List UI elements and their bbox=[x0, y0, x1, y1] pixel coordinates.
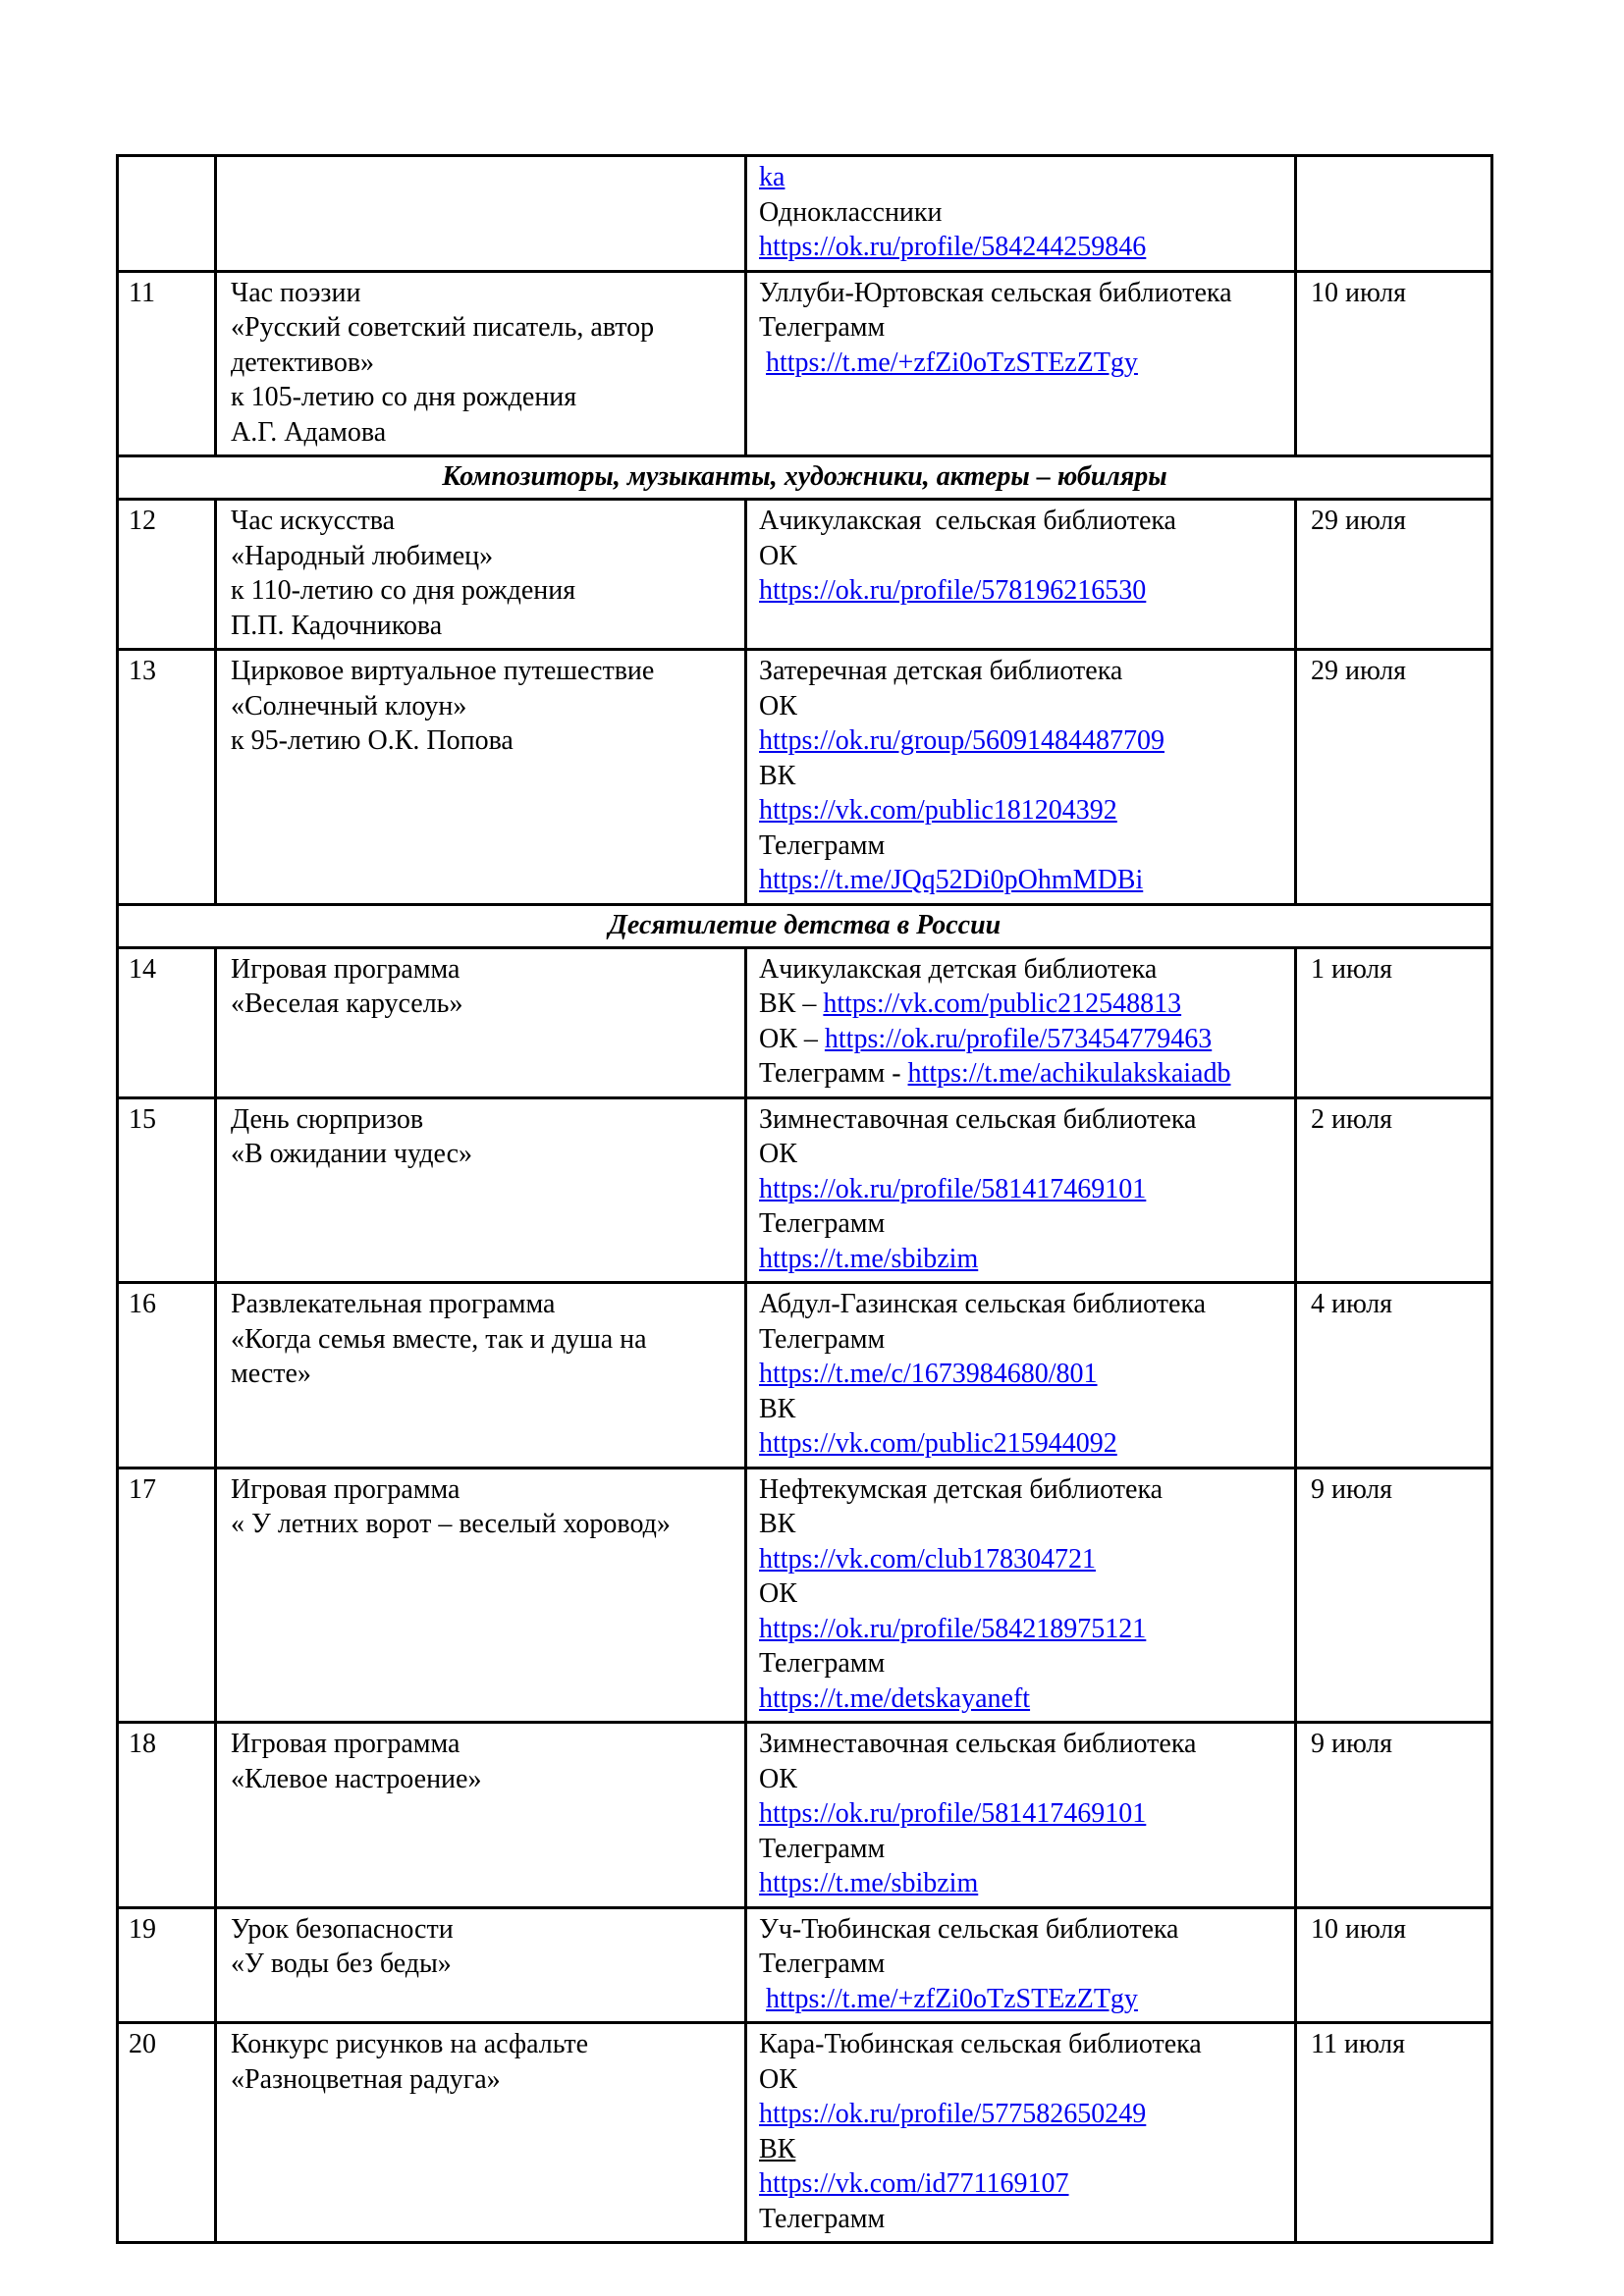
event-date: 29 июля bbox=[1311, 656, 1407, 686]
media-text-line bbox=[759, 1472, 1288, 1508]
events-table bbox=[116, 154, 1493, 2244]
media-text-line bbox=[759, 1056, 1288, 1092]
section-row bbox=[118, 904, 1492, 947]
event-text-line: « У летних ворот – веселый хоровод» bbox=[231, 1509, 671, 1539]
media-cell bbox=[746, 947, 1296, 1097]
table-row bbox=[118, 947, 1492, 1097]
media-label: Нефтекумская детская библиотека bbox=[759, 1473, 1164, 1505]
media-text-line bbox=[759, 1426, 1288, 1462]
media-text-line bbox=[759, 1762, 1288, 1797]
media-text-line bbox=[759, 1542, 1288, 1577]
date-cell bbox=[1296, 1907, 1492, 2023]
row-number-cell bbox=[118, 1097, 216, 1283]
table-row bbox=[118, 1097, 1492, 1283]
date-cell bbox=[1296, 1097, 1492, 1283]
media-text-line bbox=[759, 1322, 1288, 1358]
date-cell bbox=[1296, 2023, 1492, 2243]
event-text-line: «Веселая карусель» bbox=[231, 988, 463, 1019]
event-cell bbox=[216, 650, 746, 905]
section-row bbox=[118, 456, 1492, 500]
hyperlink[interactable]: https://vk.com/public215944092 bbox=[759, 1428, 1117, 1459]
media-label: Телеграмм bbox=[759, 312, 886, 343]
section-header: Композиторы, музыканты, художники, актеры – юбиляры bbox=[118, 456, 1492, 500]
hyperlink[interactable]: https://t.me/sbibzim bbox=[759, 1243, 979, 1274]
media-label: Телеграмм bbox=[759, 1323, 886, 1355]
row-number-cell bbox=[118, 271, 216, 456]
media-text-line bbox=[759, 195, 1288, 231]
event-date: 10 июля bbox=[1311, 1913, 1407, 1945]
date-cell bbox=[1296, 1723, 1492, 1908]
media-text-line bbox=[759, 1287, 1288, 1322]
event-cell bbox=[216, 1283, 746, 1468]
row-number-cell bbox=[118, 650, 216, 905]
media-text-line bbox=[759, 2166, 1288, 2202]
table-row bbox=[118, 1283, 1492, 1468]
row-number: 15 bbox=[129, 1103, 156, 1135]
row-number-cell bbox=[118, 947, 216, 1097]
media-text-line bbox=[759, 2132, 1288, 2167]
hyperlink[interactable]: https://ok.ru/profile/578196216530 bbox=[759, 575, 1147, 606]
media-text-line bbox=[759, 1022, 1288, 1057]
date-cell bbox=[1296, 947, 1492, 1097]
media-text-line bbox=[759, 230, 1288, 265]
event-text-line: к 110-летию со дня рождения bbox=[231, 575, 576, 606]
media-text-line bbox=[759, 1947, 1288, 1982]
media-text-line bbox=[759, 2097, 1288, 2132]
event-date: 9 июля bbox=[1311, 1473, 1393, 1505]
event-text-line: Урок безопасности bbox=[231, 1913, 454, 1945]
row-number-cell bbox=[118, 156, 216, 272]
media-cell bbox=[746, 1907, 1296, 2023]
row-number: 20 bbox=[129, 2029, 156, 2059]
event-text-line: к 105-летию со дня рождения bbox=[231, 382, 577, 412]
media-cell bbox=[746, 650, 1296, 905]
hyperlink[interactable]: https://t.me/detskayaneft bbox=[759, 1682, 1031, 1714]
hyperlink[interactable]: https://vk.com/public181204392 bbox=[759, 795, 1117, 826]
row-number: 11 bbox=[129, 277, 155, 308]
hyperlink[interactable]: https://t.me/c/1673984680/801 bbox=[759, 1359, 1098, 1389]
row-number-cell bbox=[118, 1283, 216, 1468]
media-label: Телеграмм bbox=[759, 1648, 886, 1679]
media-cell bbox=[746, 2023, 1296, 2243]
media-label: Телеграмм bbox=[759, 1833, 886, 1864]
media-label: ВК bbox=[759, 1509, 796, 1539]
media-cell bbox=[746, 1097, 1296, 1283]
media-text-line bbox=[759, 759, 1288, 794]
table-row bbox=[118, 650, 1492, 905]
media-text-line bbox=[759, 1507, 1288, 1542]
media-label: ОК bbox=[759, 1763, 797, 1794]
media-label: Телеграмм bbox=[759, 1208, 886, 1239]
event-text-line: Игровая программа bbox=[231, 1729, 460, 1759]
event-date: 9 июля bbox=[1311, 1729, 1393, 1759]
row-number-cell bbox=[118, 1907, 216, 2023]
table-row bbox=[118, 156, 1492, 272]
event-text-line: «У воды без беды» bbox=[231, 1949, 452, 1979]
hyperlink[interactable]: https://t.me/sbibzim bbox=[759, 1868, 979, 1898]
row-number-cell bbox=[118, 1723, 216, 1908]
media-cell bbox=[746, 1283, 1296, 1468]
event-cell bbox=[216, 947, 746, 1097]
media-text-line bbox=[759, 1832, 1288, 1867]
media-label: ОК bbox=[759, 1578, 797, 1609]
event-text-line: «Солнечный клоун» bbox=[231, 690, 467, 721]
media-text-line bbox=[759, 346, 1288, 381]
table-row bbox=[118, 1907, 1492, 2023]
event-cell bbox=[216, 271, 746, 456]
hyperlink[interactable]: https://t.me/+zfZi0oTzSTEzZTgy bbox=[766, 1983, 1138, 2014]
media-text-line bbox=[759, 1682, 1288, 1717]
row-number-cell bbox=[118, 2023, 216, 2243]
media-text-line bbox=[759, 1206, 1288, 1242]
event-text-line: месте» bbox=[231, 1359, 311, 1389]
media-label: Уллуби-Юртовская сельская библиотека bbox=[759, 277, 1232, 308]
hyperlink[interactable]: https://ok.ru/profile/584218975121 bbox=[759, 1613, 1147, 1644]
media-cell bbox=[746, 271, 1296, 456]
media-text-line bbox=[759, 2027, 1288, 2062]
media-text-line bbox=[759, 1727, 1288, 1762]
hyperlink[interactable]: https://vk.com/club178304721 bbox=[759, 1543, 1096, 1575]
row-number: 12 bbox=[129, 506, 156, 536]
date-cell bbox=[1296, 1468, 1492, 1723]
media-label: ОК bbox=[759, 540, 797, 571]
event-date: 10 июля bbox=[1311, 277, 1407, 308]
hyperlink[interactable]: https://t.me/+zfZi0oTzSTEzZTgy bbox=[766, 347, 1138, 378]
date-cell bbox=[1296, 1283, 1492, 1468]
row-number: 18 bbox=[129, 1729, 156, 1759]
event-text-line: «В ожидании чудес» bbox=[231, 1139, 473, 1169]
event-text-line: Игровая программа bbox=[231, 953, 460, 985]
date-cell bbox=[1296, 500, 1492, 650]
media-text-line bbox=[759, 573, 1288, 609]
event-date: 1 июля bbox=[1311, 953, 1393, 985]
hyperlink[interactable]: https://t.me/JQq52Di0pOhmMDBi bbox=[759, 865, 1144, 895]
event-cell bbox=[216, 500, 746, 650]
event-text-line: Развлекательная программа bbox=[231, 1289, 556, 1319]
media-text-line bbox=[759, 1912, 1288, 1948]
event-date: 4 июля bbox=[1311, 1289, 1393, 1319]
media-label bbox=[759, 347, 766, 378]
table-row bbox=[118, 2023, 1492, 2243]
event-cell bbox=[216, 1468, 746, 1723]
media-label: ВК bbox=[759, 760, 796, 791]
date-cell bbox=[1296, 650, 1492, 905]
section-header: Десятилетие детства в России bbox=[118, 904, 1492, 947]
media-text-line bbox=[759, 539, 1288, 574]
media-label: Уч-Тюбинская сельская библиотека bbox=[759, 1913, 1179, 1945]
media-label: ОК bbox=[759, 2063, 797, 2095]
event-text-line: Цирковое виртуальное путешествие bbox=[231, 656, 655, 686]
event-text-line: «Когда семья вместе, так и душа на bbox=[231, 1323, 647, 1355]
date-cell bbox=[1296, 156, 1492, 272]
media-text-line bbox=[759, 723, 1288, 759]
media-label: Телеграмм bbox=[759, 1949, 886, 1979]
event-cell bbox=[216, 2023, 746, 2243]
media-text-line bbox=[759, 1982, 1288, 2017]
media-text-line bbox=[759, 987, 1288, 1022]
event-text-line: «Клевое настроение» bbox=[231, 1763, 482, 1794]
media-text-line bbox=[759, 1172, 1288, 1207]
event-text-line: День сюрпризов bbox=[231, 1103, 424, 1135]
media-label: ВК bbox=[759, 1393, 796, 1424]
media-label: Зимнеставочная сельская библиотека bbox=[759, 1103, 1197, 1135]
media-text-line bbox=[759, 2062, 1288, 2098]
hyperlink[interactable]: https://ok.ru/group/56091484487709 bbox=[759, 725, 1164, 756]
table-row bbox=[118, 500, 1492, 650]
event-text-line: Игровая программа bbox=[231, 1473, 460, 1505]
row-number-cell bbox=[118, 1468, 216, 1723]
row-number-cell bbox=[118, 500, 216, 650]
event-text-line: А.Г. Адамова bbox=[231, 416, 387, 448]
underlined-label: ВК bbox=[759, 2133, 796, 2164]
media-text-line bbox=[759, 310, 1288, 346]
event-text-line: «Народный любимец» bbox=[231, 540, 494, 571]
event-text-line: детективов» bbox=[231, 347, 375, 378]
media-label: Затеречная детская библиотека bbox=[759, 656, 1123, 686]
event-date: 29 июля bbox=[1311, 506, 1407, 536]
media-label: ОК bbox=[759, 690, 797, 721]
table-row bbox=[118, 1468, 1492, 1723]
media-text-line bbox=[759, 1646, 1288, 1682]
media-label: Одноклассники bbox=[759, 196, 943, 228]
row-number: 19 bbox=[129, 1913, 156, 1945]
media-text-line bbox=[759, 1392, 1288, 1427]
media-label bbox=[759, 1984, 766, 2014]
event-text-line: П.П. Кадочникова bbox=[231, 610, 443, 641]
event-text-line: к 95-летию О.К. Попова bbox=[231, 725, 514, 756]
media-text-line bbox=[759, 1576, 1288, 1612]
event-text-line: Час искусства bbox=[231, 506, 396, 536]
hyperlink[interactable]: https://ok.ru/profile/581417469101 bbox=[759, 1173, 1147, 1204]
event-text-line: «Русский советский писатель, автор bbox=[231, 312, 655, 343]
media-text-line bbox=[759, 793, 1288, 828]
hyperlink[interactable]: ka bbox=[759, 162, 785, 192]
event-cell bbox=[216, 1097, 746, 1283]
media-text-line bbox=[759, 1137, 1288, 1172]
media-text-line bbox=[759, 1866, 1288, 1901]
media-label: Телеграмм bbox=[759, 829, 886, 861]
event-text-line: «Разноцветная радуга» bbox=[231, 2063, 501, 2095]
media-text-line bbox=[759, 952, 1288, 988]
hyperlink[interactable]: https://t.me/achikulakskaiadb bbox=[907, 1058, 1231, 1089]
media-label: Ачикулакская детская библиотека bbox=[759, 953, 1158, 985]
hyperlink[interactable]: https://ok.ru/profile/577582650249 bbox=[759, 2099, 1147, 2129]
date-cell bbox=[1296, 271, 1492, 456]
media-text-line bbox=[759, 276, 1288, 311]
media-cell bbox=[746, 156, 1296, 272]
media-text-line bbox=[759, 828, 1288, 864]
media-text-line bbox=[759, 1102, 1288, 1138]
hyperlink[interactable]: https://ok.ru/profile/573454779463 bbox=[824, 1023, 1213, 1054]
media-cell bbox=[746, 1468, 1296, 1723]
media-label: Абдул-Газинская сельская библиотека bbox=[759, 1289, 1207, 1319]
event-cell bbox=[216, 1907, 746, 2023]
media-label: Кара-Тюбинская сельская библиотека bbox=[759, 2029, 1202, 2059]
table-row bbox=[118, 1723, 1492, 1908]
media-label: Телеграмм - bbox=[759, 1058, 908, 1089]
table-row bbox=[118, 271, 1492, 456]
event-date: 2 июля bbox=[1311, 1103, 1393, 1135]
event-text-line: Конкурс рисунков на асфальте bbox=[231, 2029, 589, 2059]
row-number: 17 bbox=[129, 1473, 156, 1505]
media-label: ВК – bbox=[759, 988, 824, 1019]
hyperlink[interactable]: https://vk.com/public212548813 bbox=[823, 988, 1182, 1019]
media-label: Телеграмм bbox=[759, 2203, 886, 2234]
media-text-line bbox=[759, 2202, 1288, 2237]
media-text-line bbox=[759, 504, 1288, 539]
hyperlink[interactable]: https://ok.ru/profile/584244259846 bbox=[759, 232, 1147, 262]
row-number: 13 bbox=[129, 656, 156, 686]
row-number: 14 bbox=[129, 953, 156, 985]
media-label: ОК bbox=[759, 1139, 797, 1169]
hyperlink[interactable]: https://vk.com/id771169107 bbox=[759, 2168, 1069, 2199]
media-label: Зимнеставочная сельская библиотека bbox=[759, 1729, 1197, 1759]
media-text-line bbox=[759, 160, 1288, 195]
media-text-line bbox=[759, 654, 1288, 689]
hyperlink[interactable]: https://ok.ru/profile/581417469101 bbox=[759, 1798, 1147, 1829]
media-text-line bbox=[759, 863, 1288, 898]
media-cell bbox=[746, 500, 1296, 650]
media-label: Ачикулакская сельская библиотека bbox=[759, 506, 1176, 536]
event-cell bbox=[216, 156, 746, 272]
media-text-line bbox=[759, 1796, 1288, 1832]
media-cell bbox=[746, 1723, 1296, 1908]
event-cell bbox=[216, 1723, 746, 1908]
media-label: ОК – bbox=[759, 1023, 825, 1054]
media-text-line bbox=[759, 1612, 1288, 1647]
media-text-line bbox=[759, 689, 1288, 724]
row-number: 16 bbox=[129, 1289, 156, 1319]
event-date: 11 июля bbox=[1311, 2029, 1406, 2059]
media-text-line bbox=[759, 1357, 1288, 1392]
event-text-line: Час поэзии bbox=[231, 277, 361, 308]
media-text-line bbox=[759, 1242, 1288, 1277]
events-table-body bbox=[118, 156, 1492, 2243]
